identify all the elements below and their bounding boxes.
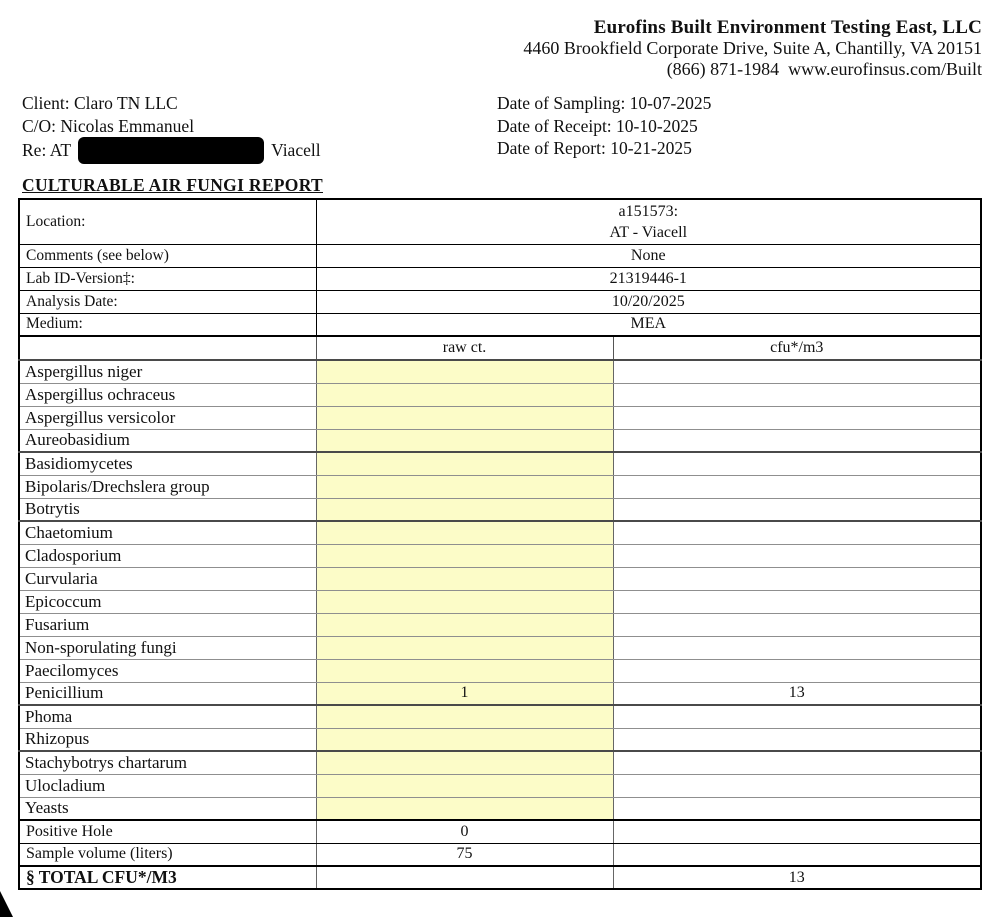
raw-count-cell bbox=[316, 797, 613, 820]
info-label-cell: Lab ID-Version‡: bbox=[19, 267, 316, 290]
species-row bbox=[19, 406, 981, 429]
raw-count-cell bbox=[316, 429, 613, 452]
species-row bbox=[19, 590, 981, 613]
cfu-cell: 13 bbox=[613, 682, 981, 705]
info-value-cell bbox=[316, 244, 981, 267]
species-row bbox=[19, 429, 981, 452]
date-of-receipt: Date of Receipt: 10-10-2025 bbox=[497, 115, 698, 136]
species-row bbox=[19, 659, 981, 682]
summary-row bbox=[19, 843, 981, 866]
cfu-cell bbox=[613, 843, 981, 866]
cfu-cell bbox=[613, 475, 981, 498]
cfu-cell: 13 bbox=[613, 866, 981, 889]
raw-count-cell bbox=[316, 728, 613, 751]
info-row bbox=[19, 199, 981, 244]
info-value-line: a151573: bbox=[618, 202, 679, 220]
cfu-cell bbox=[613, 705, 981, 728]
cfu-cell bbox=[613, 544, 981, 567]
cfu-cell bbox=[613, 636, 981, 659]
species-row bbox=[19, 728, 981, 751]
species-name-cell: Paecilomyces bbox=[19, 659, 316, 682]
info-section bbox=[19, 199, 981, 336]
species-row bbox=[19, 613, 981, 636]
cfu-cell bbox=[613, 797, 981, 820]
raw-count-cell bbox=[316, 383, 613, 406]
cfu-cell bbox=[613, 360, 981, 383]
client-line: Client: Claro TN LLC bbox=[22, 93, 178, 113]
raw-count-cell bbox=[316, 774, 613, 797]
cfu-cell bbox=[613, 728, 981, 751]
raw-count-cell bbox=[316, 751, 613, 774]
cfu-cell bbox=[613, 820, 981, 843]
species-name-cell: Basidiomycetes bbox=[19, 452, 316, 475]
species-row bbox=[19, 475, 981, 498]
species-name-cell: Chaetomium bbox=[19, 521, 316, 544]
info-label-cell: Comments (see below) bbox=[19, 244, 316, 267]
raw-count-cell bbox=[316, 613, 613, 636]
species-name-cell: Botrytis bbox=[19, 498, 316, 521]
species-row bbox=[19, 521, 981, 544]
info-row bbox=[19, 313, 981, 336]
species-row bbox=[19, 452, 981, 475]
info-value-cell bbox=[316, 313, 981, 336]
cfu-cell bbox=[613, 521, 981, 544]
info-value-cell bbox=[316, 267, 981, 290]
info-value-line: AT - Viacell bbox=[609, 223, 688, 241]
species-name-cell: Phoma bbox=[19, 705, 316, 728]
raw-count-cell bbox=[316, 475, 613, 498]
report-title: CULTURABLE AIR FUNGI REPORT bbox=[22, 175, 323, 195]
info-value-line: 10/20/2025 bbox=[611, 292, 685, 310]
raw-count-cell bbox=[316, 360, 613, 383]
species-row bbox=[19, 682, 981, 705]
info-value-line: 21319446-1 bbox=[609, 269, 687, 287]
species-name-cell: Aspergillus niger bbox=[19, 360, 316, 383]
species-name-cell: Fusarium bbox=[19, 613, 316, 636]
raw-count-cell bbox=[316, 406, 613, 429]
cfu-header: cfu*/m3 bbox=[613, 336, 981, 360]
summary-section bbox=[19, 820, 981, 889]
date-of-sampling: Date of Sampling: 10-07-2025 bbox=[497, 93, 712, 113]
raw-count-cell bbox=[316, 659, 613, 682]
species-row bbox=[19, 751, 981, 774]
cfu-cell bbox=[613, 774, 981, 797]
species-name-cell: Aureobasidium bbox=[19, 429, 316, 452]
info-value-cell bbox=[316, 199, 981, 244]
species-name-cell: Cladosporium bbox=[19, 544, 316, 567]
raw-count-cell: 75 bbox=[316, 843, 613, 866]
species-row bbox=[19, 774, 981, 797]
info-label-cell: Medium: bbox=[19, 313, 316, 336]
species-row bbox=[19, 567, 981, 590]
species-name-cell: Yeasts bbox=[19, 797, 316, 820]
info-value-line: None bbox=[630, 246, 666, 264]
species-name-cell: Rhizopus bbox=[19, 728, 316, 751]
species-name-cell: Epicoccum bbox=[19, 590, 316, 613]
species-row bbox=[19, 498, 981, 521]
cfu-cell bbox=[613, 498, 981, 521]
info-row bbox=[19, 244, 981, 267]
raw-count-cell bbox=[316, 452, 613, 475]
cfu-cell bbox=[613, 452, 981, 475]
re-line bbox=[22, 137, 497, 164]
dates-block bbox=[497, 92, 711, 164]
re-suffix: Viacell bbox=[271, 140, 321, 161]
species-row bbox=[19, 544, 981, 567]
raw-count-cell bbox=[316, 498, 613, 521]
raw-count-cell bbox=[316, 567, 613, 590]
info-label-cell: Analysis Date: bbox=[19, 290, 316, 313]
cfu-cell bbox=[613, 659, 981, 682]
raw-count-cell bbox=[316, 521, 613, 544]
cfu-cell bbox=[613, 383, 981, 406]
client-block bbox=[22, 92, 497, 164]
total-row bbox=[19, 866, 981, 889]
cfu-cell bbox=[613, 429, 981, 452]
summary-label-cell: Sample volume (liters) bbox=[19, 843, 316, 866]
species-name-cell: Penicillium bbox=[19, 682, 316, 705]
scan-artifact bbox=[0, 891, 13, 917]
meta-section bbox=[22, 92, 980, 164]
species-name-cell: Ulocladium bbox=[19, 774, 316, 797]
species-row bbox=[19, 797, 981, 820]
fungi-report-table bbox=[18, 198, 982, 890]
raw-count-cell bbox=[316, 636, 613, 659]
summary-row bbox=[19, 820, 981, 843]
raw-count-cell bbox=[316, 544, 613, 567]
species-name-cell: Bipolaris/Drechslera group bbox=[19, 475, 316, 498]
column-header-section bbox=[19, 336, 981, 360]
raw-count-cell: 0 bbox=[316, 820, 613, 843]
redaction-box bbox=[78, 137, 264, 164]
summary-label-cell: Positive Hole bbox=[19, 820, 316, 843]
species-name-cell: Aspergillus ochraceus bbox=[19, 383, 316, 406]
info-value-line: MEA bbox=[630, 315, 667, 333]
date-of-report: Date of Report: 10-21-2025 bbox=[497, 138, 692, 158]
species-name-cell: Stachybotrys chartarum bbox=[19, 751, 316, 774]
letterhead bbox=[523, 17, 982, 80]
company-phone-web: (866) 871-1984 www.eurofinsus.com/Built bbox=[666, 59, 982, 79]
co-line: C/O: Nicolas Emmanuel bbox=[22, 115, 195, 136]
cfu-cell bbox=[613, 613, 981, 636]
raw-count-cell: 1 bbox=[316, 682, 613, 705]
summary-label-cell: § TOTAL CFU*/M3 bbox=[19, 866, 316, 889]
species-row bbox=[19, 636, 981, 659]
species-section bbox=[19, 360, 981, 820]
company-address: 4460 Brookfield Corporate Drive, Suite A, Chantilly, VA 20151 bbox=[523, 38, 982, 58]
raw-count-cell bbox=[316, 705, 613, 728]
info-row bbox=[19, 267, 981, 290]
raw-count-header: raw ct. bbox=[316, 336, 613, 360]
re-prefix: Re: AT bbox=[22, 140, 72, 161]
cfu-cell bbox=[613, 590, 981, 613]
species-name-cell: Aspergillus versicolor bbox=[19, 406, 316, 429]
species-name-cell: Non-sporulating fungi bbox=[19, 636, 316, 659]
cfu-cell bbox=[613, 567, 981, 590]
raw-count-cell bbox=[316, 590, 613, 613]
raw-count-cell bbox=[316, 866, 613, 889]
species-row bbox=[19, 383, 981, 406]
info-label-cell: Location: bbox=[19, 199, 316, 244]
company-name: Eurofins Built Environment Testing East, LLC bbox=[593, 17, 982, 38]
species-row bbox=[19, 360, 981, 383]
info-row bbox=[19, 290, 981, 313]
cfu-cell bbox=[613, 406, 981, 429]
info-value-cell bbox=[316, 290, 981, 313]
column-header-row bbox=[19, 336, 981, 360]
empty-header-cell bbox=[19, 336, 316, 360]
cfu-cell bbox=[613, 751, 981, 774]
species-name-cell: Curvularia bbox=[19, 567, 316, 590]
species-row bbox=[19, 705, 981, 728]
